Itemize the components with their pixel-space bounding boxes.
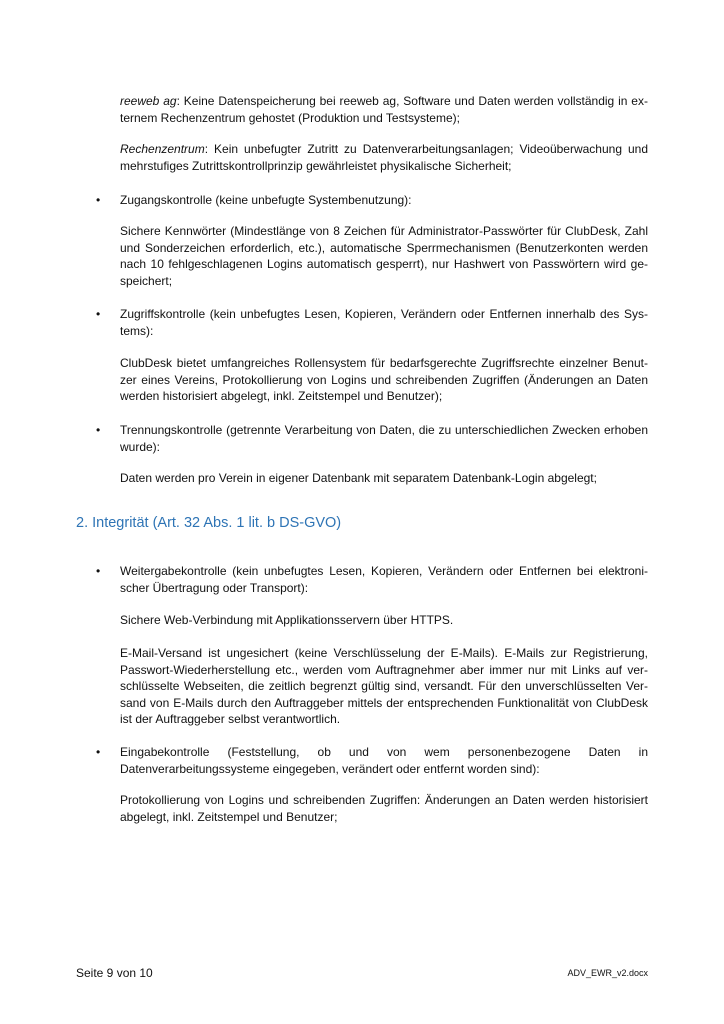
weitergabekontrolle-body-https: Sichere Web-Verbindung mit Applikationsservern über HTTPS. — [120, 613, 454, 627]
zugriffskontrolle-body: ClubDesk bietet umfangreiches Rollensystem für bedarfsgerechte Zugriffsrechte einzelner Benutzer eines Vereins, Protokollierung von Logins und schreibenden Zugriffen (Änderungen an Daten werden historisiert abgelegt, inkl. Zeitstempel und Benutzer); — [120, 356, 648, 403]
eingabekontrolle-body: Protokollierung von Logins und schreibenden Zugriffen: Änderungen an Daten werden historisiert abgelegt, inkl. Zeitstempel und Benutzer; — [120, 793, 648, 824]
rechenzentrum-paragraph — [120, 141, 648, 174]
bullet-icon: • — [96, 564, 101, 578]
zugangskontrolle-title: Zugangskontrolle (keine unbefugte Systembenutzung): — [120, 193, 412, 207]
bullet-icon: • — [96, 745, 101, 759]
eingabekontrolle-title: Eingabekontrolle (Feststellung, ob und von wem personenbezogene Daten in Datenverarbeitungssysteme eingegeben, verändert oder entfernt worden sind): — [120, 745, 648, 776]
document-filename: ADV_EWR_v2.docx — [567, 968, 648, 978]
reeweb-paragraph — [120, 93, 648, 126]
rechenzentrum-label: Rechenzentrum — [120, 142, 205, 156]
section-heading-integritaet: 2. Integrität (Art. 32 Abs. 1 lit. b DS-GVO) — [76, 515, 342, 531]
rechenzentrum-text: : Kein unbefugter Zutritt zu Datenverarbeitungsanlagen; Videoüberwachung und mehrstufiges Zutrittskontrollprinzip gewährleistet physikalische Sicherheit; — [120, 142, 648, 173]
trennungskontrolle-title: Trennungskontrolle (getrennte Verarbeitung von Daten, die zu unterschiedlichen Zwecken erhoben wurde): — [120, 423, 648, 454]
reeweb-text: : Keine Datenspeicherung bei reeweb ag, Software und Daten werden vollständig in externem Rechenzentrum gehostet (Produktion und Testsysteme); — [120, 94, 648, 125]
bullet-icon: • — [96, 193, 101, 207]
zugriffskontrolle-title: Zugriffskontrolle (kein unbefugtes Lesen, Kopieren, Verändern oder Entfernen innerhalb des Systems): — [120, 307, 648, 338]
bullet-icon: • — [96, 307, 101, 321]
weitergabekontrolle-body-email: E-Mail-Versand ist ungesichert (keine Verschlüsselung der E-Mails). E-Mails zur Registrierung, Passwort-Wiederherstellung etc., werden vom Auftragnehmer aber immer nur mit Links auf verschlüsselte Webseiten, die zeitlich begrenzt gültig sind, versandt. Für den unverschlüsselten Versand von E-Mails durch den Auftraggeber mittels der entsprechenden Funktionalität von ClubDesk ist der Auftraggeber selbst verantwortlich. — [120, 646, 648, 726]
weitergabekontrolle-title: Weitergabekontrolle (kein unbefugtes Lesen, Kopieren, Verändern oder Entfernen bei elektronischer Übertragung oder Transport): — [120, 564, 648, 595]
zugangskontrolle-body: Sichere Kennwörter (Mindestlänge von 8 Zeichen für Administrator-Passwörter für ClubDesk, Zahl und Sonderzeichen erforderlich, etc.), automatische Sperrmechanismen (Benutzerkonten werden nach 10 fehlgeschlagenen Logins automatisch gesperrt), nur Hashwert von Passwörtern wird gespeichert; — [120, 224, 648, 288]
trennungskontrolle-body: Daten werden pro Verein in eigener Datenbank mit separatem Datenbank-Login abgelegt; — [120, 471, 597, 485]
page-number: Seite 9 von 10 — [76, 966, 153, 980]
reeweb-label: reeweb ag — [120, 94, 177, 108]
bullet-icon: • — [96, 423, 101, 437]
